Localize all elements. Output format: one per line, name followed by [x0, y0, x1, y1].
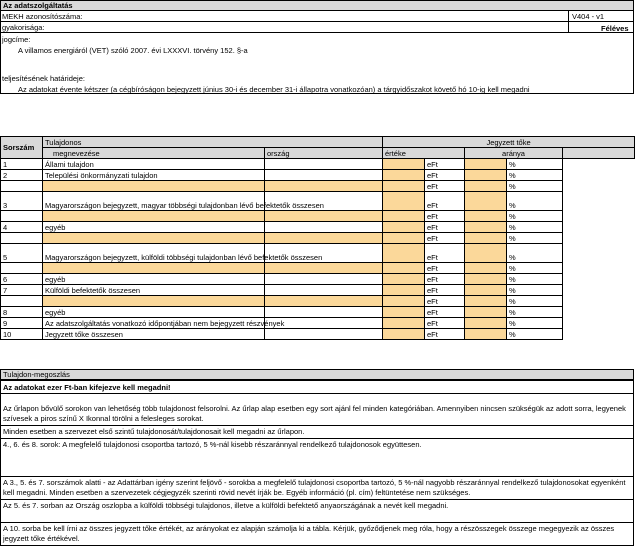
unit-eft: eFt — [425, 222, 465, 233]
col-jegyzett: Jegyzett tőke — [383, 137, 635, 148]
unit-eft: eFt — [425, 233, 465, 244]
ratio-cell — [465, 181, 507, 192]
unit-pct: % — [507, 285, 563, 296]
owner-name-input[interactable] — [43, 263, 265, 274]
row-number — [1, 296, 43, 307]
ratio-cell — [465, 222, 507, 233]
ratio-cell — [465, 307, 507, 318]
spacer — [563, 244, 635, 263]
value-input[interactable] — [383, 307, 425, 318]
table-row — [1, 285, 635, 296]
row-number: 4 — [1, 222, 43, 233]
owner-name-input[interactable] — [43, 233, 265, 244]
row-number: 10 — [1, 329, 43, 340]
table-row — [1, 263, 635, 274]
ratio-cell — [465, 329, 507, 340]
col-orszag: ország — [265, 148, 383, 159]
spacer — [563, 233, 635, 244]
row-number: 2 — [1, 170, 43, 181]
owner-name-input[interactable] — [43, 296, 265, 307]
notes-p7: A 10. sorba be kell írni az összes jegyzett tőke értékét, az arányokat ez alapján számolja ki a tábla. Kérjük, győződjenek meg róla, hogy a részösszegek összege megegyezik az összes jegyzett tőke értékével. — [0, 523, 634, 546]
ratio-cell — [465, 233, 507, 244]
country-input — [265, 274, 383, 285]
spacer — [563, 222, 635, 233]
col-sorszam: Sorszám — [1, 137, 43, 159]
owner-name-input[interactable] — [43, 211, 265, 222]
value-input[interactable] — [383, 181, 425, 192]
row-number — [1, 181, 43, 192]
unit-eft: eFt — [425, 244, 465, 263]
country-input — [265, 307, 383, 318]
unit-eft: eFt — [425, 274, 465, 285]
unit-eft: eFt — [425, 296, 465, 307]
value-input[interactable] — [383, 159, 425, 170]
country-input — [265, 285, 383, 296]
notes-p2: Az űrlapon bővülő sorokon van lehetőség több tulajdonost felsorolni. Az űrlap alap esetben egy sort ajánl fel minden kategóriában. Amennyiben nincsen szükségük az adott sorra, legyenek szívesek a piros színű X Ikonnal törölni a felesleges sorokat. — [0, 394, 634, 426]
row-label: Az adatszolgáltatás vonatkozó időpontjában nem bejegyzett részvények — [43, 318, 265, 329]
ratio-cell — [465, 159, 507, 170]
unit-eft: eFt — [425, 263, 465, 274]
spacer — [563, 274, 635, 285]
value-input[interactable] — [383, 296, 425, 307]
value-input[interactable] — [383, 274, 425, 285]
spacer — [563, 159, 635, 170]
notes-title: Tulajdon-megoszlás — [0, 369, 634, 380]
row-number — [1, 211, 43, 222]
spacer — [563, 263, 635, 274]
freq-divider — [0, 32, 568, 33]
spacer — [563, 329, 635, 340]
row-number: 8 — [1, 307, 43, 318]
freq-value: Féléves — [601, 24, 629, 33]
table-row — [1, 192, 635, 211]
freq-row-line — [0, 21, 568, 22]
row-number: 5 — [1, 244, 43, 263]
ownership-table — [0, 136, 635, 340]
value-input[interactable] — [383, 233, 425, 244]
unit-pct: % — [507, 233, 563, 244]
unit-pct: % — [507, 211, 563, 222]
row-label: egyéb — [43, 307, 265, 318]
spacer — [563, 192, 635, 211]
unit-pct: % — [507, 318, 563, 329]
row-number — [1, 263, 43, 274]
value-input[interactable] — [383, 244, 425, 263]
row-number: 3 — [1, 192, 43, 211]
mekh-label: MEKH azonosítószáma: — [2, 12, 83, 21]
spacer — [563, 285, 635, 296]
value-input[interactable] — [383, 263, 425, 274]
unit-eft: eFt — [425, 192, 465, 211]
table-row — [1, 170, 635, 181]
unit-eft: eFt — [425, 307, 465, 318]
row-label: Magyarországon bejegyzett, külföldi többségi tulajdonban lévő befektetők összesen — [43, 244, 265, 263]
ratio-cell — [465, 296, 507, 307]
value-input[interactable] — [383, 170, 425, 181]
table-row — [1, 274, 635, 285]
unit-pct: % — [507, 159, 563, 170]
unit-pct: % — [507, 170, 563, 181]
unit-pct: % — [507, 296, 563, 307]
unit-pct: % — [507, 222, 563, 233]
spacer — [563, 170, 635, 181]
unit-eft: eFt — [425, 318, 465, 329]
unit-pct: % — [507, 329, 563, 340]
row-number: 9 — [1, 318, 43, 329]
row-label: Jegyzett tőke összesen — [43, 329, 265, 340]
country-input[interactable] — [265, 263, 383, 274]
spacer — [563, 318, 635, 329]
col-megnevezese: megnevezése — [43, 148, 265, 159]
ratio-cell — [465, 263, 507, 274]
table-row — [1, 296, 635, 307]
table-row — [1, 211, 635, 222]
freq-label: gyakorisága: — [2, 23, 45, 32]
notes-p1: Az adatokat ezer Ft-ban kifejezve kell megadni! — [0, 380, 634, 394]
table-row — [1, 307, 635, 318]
unit-eft: eFt — [425, 329, 465, 340]
value-input[interactable] — [383, 211, 425, 222]
country-input[interactable] — [265, 296, 383, 307]
deadline-value: Az adatokat évente kétszer (a cégbíróságon bejegyzett június 30-i és december 31-i állapotra vonatkozóan) a tárgyidőszakot követő hó 10-ig kell megadni — [18, 85, 530, 94]
notes-p5: A 3., 5. és 7. sorszámok alatti - az Adattárban igény szerint feljövő - sorokba a megfelelő tulajdonosi csoportba tartozó, 5 %-nál nagyobb részaránnyal rendelkező tulajdonosokat egyenként kell megadni. Minden esetben a szervezetek cégjegyzék szerinti rövid nevét írják be. Egyéb információ (pl. cím) feltüntetése nem szükséges. — [0, 477, 634, 500]
legal-value: A villamos energiáról (VET) szóló 2007. évi LXXXVI. törvény 152. §-a — [18, 46, 248, 55]
notes-p6: Az 5. és 7. sorban az Ország oszlopba a külföldi többségi tulajdonos, illetve a külföldi befektető anyaországának a nevét kell megadni. — [0, 500, 634, 523]
spacer — [563, 181, 635, 192]
ratio-cell — [465, 318, 507, 329]
notes-p4: 4., 6. és 8. sorok: A megfelelő tulajdonosi csoportba tartozó, 5 %-nál kisebb részaránnyal rendelkező tulajdonosok együttesen. — [0, 439, 634, 477]
row-number: 6 — [1, 274, 43, 285]
country-input[interactable] — [265, 181, 383, 192]
row-number: 7 — [1, 285, 43, 296]
legal-label: jogcíme: — [2, 35, 31, 44]
ratio-cell — [465, 170, 507, 181]
unit-eft: eFt — [425, 170, 465, 181]
unit-eft: eFt — [425, 181, 465, 192]
table-row — [1, 233, 635, 244]
col-erteke: értéke — [383, 148, 465, 159]
table-row — [1, 244, 635, 263]
value-input[interactable] — [383, 222, 425, 233]
col-aranya: aránya — [465, 148, 563, 159]
unit-eft: eFt — [425, 285, 465, 296]
unit-pct: % — [507, 274, 563, 285]
ratio-cell — [465, 285, 507, 296]
col-tulajdonos: Tulajdonos — [43, 137, 383, 148]
table-row — [1, 159, 635, 170]
unit-eft: eFt — [425, 159, 465, 170]
mekh-value: V404 - v1 — [572, 12, 605, 21]
unit-eft: eFt — [425, 211, 465, 222]
owner-name-input[interactable] — [43, 181, 265, 192]
unit-pct: % — [507, 244, 563, 263]
value-input[interactable] — [383, 192, 425, 211]
spacer — [563, 307, 635, 318]
row-label: Külföldi befektetők összesen — [43, 285, 265, 296]
row-label: Magyarországon bejegyzett, magyar többségi tulajdonban lévő befektetők összesen — [43, 192, 265, 211]
unit-pct: % — [507, 307, 563, 318]
row-label: egyéb — [43, 222, 265, 233]
section-title: Az adatszolgáltatás — [0, 0, 634, 11]
spacer — [563, 211, 635, 222]
unit-pct: % — [507, 181, 563, 192]
value-input[interactable] — [383, 285, 425, 296]
country-input — [265, 170, 383, 181]
table-row — [1, 318, 635, 329]
table-row — [1, 222, 635, 233]
ratio-cell — [465, 211, 507, 222]
country-input — [265, 159, 383, 170]
ratio-cell — [465, 274, 507, 285]
ratio-cell — [465, 244, 507, 263]
table-row — [1, 329, 635, 340]
table-row — [1, 181, 635, 192]
country-input — [265, 329, 383, 340]
row-label: Települési önkormányzati tulajdon — [43, 170, 265, 181]
deadline-label: teljesítésének határideje: — [2, 74, 85, 83]
notes-container — [0, 394, 634, 546]
country-input — [265, 222, 383, 233]
row-label: Állami tulajdon — [43, 159, 265, 170]
value-input[interactable] — [383, 318, 425, 329]
country-input[interactable] — [265, 211, 383, 222]
col-empty — [563, 148, 635, 159]
country-input[interactable] — [265, 233, 383, 244]
row-number — [1, 233, 43, 244]
row-number: 1 — [1, 159, 43, 170]
unit-pct: % — [507, 263, 563, 274]
notes-p3: Minden esetben a szervezet első szintű tulajdonosát/tulajdonosait kell megadni az űrlapon. — [0, 426, 634, 439]
ratio-cell — [465, 192, 507, 211]
row-label: egyéb — [43, 274, 265, 285]
unit-pct: % — [507, 192, 563, 211]
value-input[interactable] — [383, 329, 425, 340]
spacer — [563, 296, 635, 307]
